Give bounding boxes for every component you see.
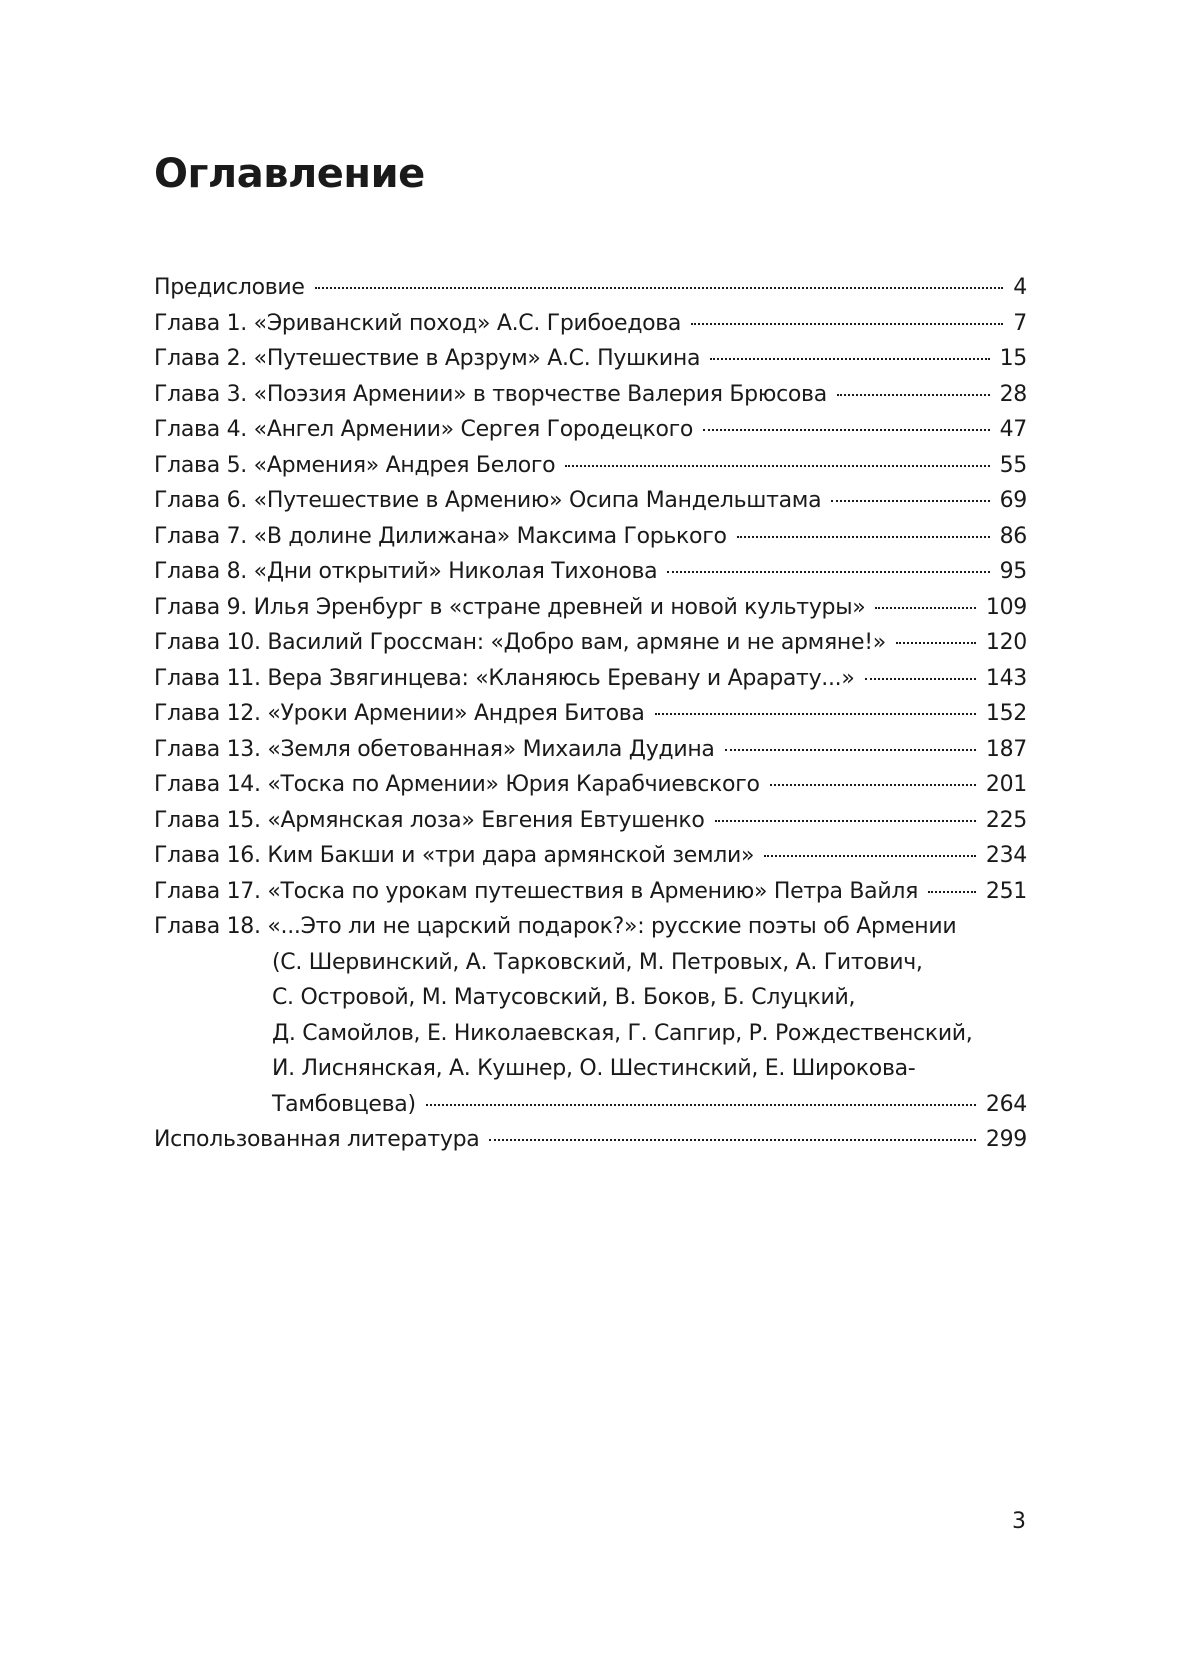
toc-entry-page: 28 bbox=[999, 381, 1027, 407]
page-number: 3 bbox=[1012, 1509, 1026, 1534]
toc-entry[interactable] bbox=[154, 341, 1027, 377]
toc-entry[interactable] bbox=[154, 448, 1027, 484]
toc-entry-page: 95 bbox=[999, 559, 1027, 584]
toc-entry-title: Глава 10. Василий Гроссман: «Добро вам, армяне и не армяне!» bbox=[154, 630, 886, 655]
table-of-contents bbox=[154, 270, 1027, 1158]
dot-leader bbox=[667, 571, 989, 573]
toc-entry-title-line: С. Островой, М. Матусовский, В. Боков, Б. Слуцкий, bbox=[272, 985, 856, 1010]
toc-entry[interactable] bbox=[154, 554, 1027, 590]
toc-entry[interactable] bbox=[154, 767, 1027, 803]
dot-leader bbox=[737, 536, 990, 538]
toc-entry[interactable] bbox=[154, 661, 1027, 697]
toc-entry-page: 7 bbox=[1013, 310, 1027, 336]
toc-entry-title: Глава 7. «В долине Дилижана» Максима Горького bbox=[154, 523, 727, 549]
dot-leader bbox=[426, 1104, 976, 1106]
toc-entry-page: 15 bbox=[999, 346, 1027, 371]
toc-entry-page: 234 bbox=[985, 843, 1027, 868]
toc-entry[interactable] bbox=[154, 519, 1027, 555]
dot-leader bbox=[875, 607, 975, 609]
toc-entry[interactable] bbox=[154, 874, 1027, 910]
dot-leader bbox=[565, 465, 989, 467]
toc-entry-page: 201 bbox=[985, 772, 1027, 797]
toc-entry-title: Глава 5. «Армения» Андрея Белого bbox=[154, 452, 556, 478]
dot-leader bbox=[715, 820, 976, 822]
toc-entry-title: Предисловие bbox=[154, 275, 305, 300]
toc-entry[interactable] bbox=[154, 590, 1027, 626]
toc-entry-title: Использованная литература bbox=[154, 1127, 480, 1152]
dot-leader bbox=[837, 394, 990, 396]
toc-entry-page: 4 bbox=[1013, 275, 1027, 300]
toc-entry-title: Глава 11. Вера Звягинцева: «Кланяюсь Еревану и Арарату...» bbox=[154, 665, 855, 691]
toc-entry-title: Глава 15. «Армянская лоза» Евгения Евтушенко bbox=[154, 807, 705, 833]
dot-leader bbox=[691, 323, 1003, 325]
toc-entry-page: 69 bbox=[999, 488, 1027, 513]
dot-leader bbox=[315, 287, 1004, 289]
toc-entry-title-line: И. Лиснянская, А. Кушнер, О. Шестинский, Е. Широкова- bbox=[272, 1056, 916, 1081]
toc-entry-page: 86 bbox=[999, 523, 1027, 549]
toc-entry-page: 251 bbox=[985, 878, 1027, 904]
page-title: Оглавление bbox=[154, 151, 425, 197]
toc-entry[interactable] bbox=[154, 483, 1027, 519]
toc-entry[interactable] bbox=[154, 696, 1027, 732]
dot-leader bbox=[655, 713, 976, 715]
toc-entry-page: 225 bbox=[985, 807, 1027, 833]
toc-entry-page: 109 bbox=[985, 594, 1027, 620]
dot-leader bbox=[710, 358, 989, 360]
toc-entry-title: Глава 9. Илья Эренбург в «стране древней и новой культуры» bbox=[154, 594, 866, 620]
toc-entry-page: 152 bbox=[985, 701, 1027, 726]
toc-entry-title: Глава 17. «Тоска по урокам путешествия в Армению» Петра Вайля bbox=[154, 878, 919, 904]
toc-entry[interactable] bbox=[154, 270, 1027, 306]
toc-entry-page: 120 bbox=[985, 630, 1027, 655]
dot-leader bbox=[831, 500, 989, 502]
toc-entry-title: Глава 1. «Эриванский поход» А.С. Грибоедова bbox=[154, 310, 682, 336]
toc-entry-title: Глава 6. «Путешествие в Армению» Осипа Мандельштама bbox=[154, 488, 822, 513]
toc-entry-title-line: Тамбовцева) bbox=[272, 1091, 416, 1117]
toc-entry[interactable] bbox=[154, 732, 1027, 768]
toc-entry-title: Глава 2. «Путешествие в Арзрум» А.С. Пушкина bbox=[154, 346, 701, 371]
toc-entry-page: 143 bbox=[985, 665, 1027, 691]
toc-entry-title-line: (С. Шервинский, А. Тарковский, М. Петровых, А. Гитович, bbox=[272, 949, 923, 975]
dot-leader bbox=[764, 855, 976, 857]
dot-leader bbox=[865, 678, 976, 680]
toc-entry-title: Глава 12. «Уроки Армении» Андрея Битова bbox=[154, 701, 645, 726]
toc-entry-title: Глава 3. «Поэзия Армении» в творчестве Валерия Брюсова bbox=[154, 381, 827, 407]
toc-entry-title: Глава 4. «Ангел Армении» Сергея Городецкого bbox=[154, 417, 694, 442]
toc-entry[interactable] bbox=[154, 625, 1027, 661]
toc-entry-title: Глава 16. Ким Бакши и «три дара армянской земли» bbox=[154, 843, 755, 868]
dot-leader bbox=[896, 642, 976, 644]
toc-entry-title-line: Глава 18. «...Это ли не царский подарок?»: русские поэты об Армении bbox=[154, 914, 957, 939]
toc-entry-references[interactable] bbox=[154, 1122, 1027, 1158]
toc-entry-page: 299 bbox=[985, 1127, 1027, 1152]
toc-entry-chapter-18[interactable] bbox=[154, 909, 1027, 1122]
toc-entry[interactable] bbox=[154, 306, 1027, 342]
toc-entry-title: Глава 8. «Дни открытий» Николая Тихонова bbox=[154, 559, 658, 584]
toc-entries bbox=[154, 270, 1027, 909]
dot-leader bbox=[489, 1139, 975, 1141]
toc-entry-title-line: Д. Самойлов, Е. Николаевская, Г. Сапгир, Р. Рождественский, bbox=[272, 1020, 973, 1046]
toc-entry-page: 187 bbox=[985, 736, 1027, 762]
toc-entry-page: 55 bbox=[999, 452, 1027, 478]
toc-entry-page: 47 bbox=[999, 417, 1027, 442]
toc-entry[interactable] bbox=[154, 377, 1027, 413]
toc-entry[interactable] bbox=[154, 838, 1027, 874]
toc-entry-page: 264 bbox=[985, 1091, 1027, 1117]
dot-leader bbox=[928, 891, 976, 893]
toc-entry-title: Глава 14. «Тоска по Армении» Юрия Карабчиевского bbox=[154, 772, 760, 797]
dot-leader bbox=[703, 429, 990, 431]
toc-entry[interactable] bbox=[154, 412, 1027, 448]
dot-leader bbox=[725, 749, 976, 751]
dot-leader bbox=[770, 784, 976, 786]
toc-entry-title: Глава 13. «Земля обетованная» Михаила Дудина bbox=[154, 736, 715, 762]
toc-entry[interactable] bbox=[154, 803, 1027, 839]
